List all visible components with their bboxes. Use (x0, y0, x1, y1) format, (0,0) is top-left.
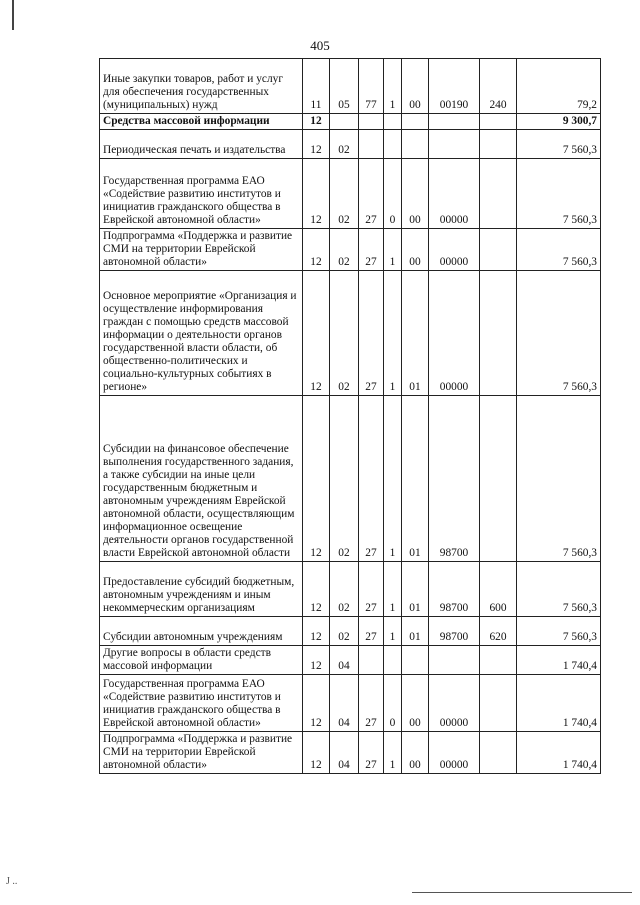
program-code (359, 130, 384, 159)
direction-code: 00000 (429, 675, 480, 732)
direction-code: 00000 (429, 271, 480, 396)
program-code: 27 (359, 732, 384, 774)
section-code: 12 (303, 159, 330, 229)
subsection-code: 04 (330, 732, 359, 774)
amount: 7 560,3 (517, 271, 601, 396)
direction-code: 98700 (429, 562, 480, 617)
program-code: 27 (359, 271, 384, 396)
subprogram-code (384, 114, 402, 130)
subsection-code: 02 (330, 396, 359, 562)
section-code: 12 (303, 646, 330, 675)
row-name: Предоставление субсидий бюджетным, автономным учреждениям и иным некоммерческим организациям (100, 562, 303, 617)
direction-code: 98700 (429, 396, 480, 562)
program-code: 27 (359, 562, 384, 617)
activity-code: 00 (402, 159, 429, 229)
row-name: Государственная программа ЕАО «Содействие развитию институтов и инициатив гражданского общества в Еврейской автономной области» (100, 675, 303, 732)
table-row (100, 646, 601, 675)
program-code: 27 (359, 159, 384, 229)
table-row (100, 229, 601, 271)
activity-code: 00 (402, 59, 429, 114)
expense-type-code: 620 (480, 617, 517, 646)
amount: 7 560,3 (517, 159, 601, 229)
table-row (100, 159, 601, 229)
subprogram-code: 1 (384, 732, 402, 774)
amount: 1 740,4 (517, 646, 601, 675)
amount: 7 560,3 (517, 562, 601, 617)
section-code: 12 (303, 562, 330, 617)
expense-type-code (480, 675, 517, 732)
amount: 1 740,4 (517, 732, 601, 774)
direction-code: 00190 (429, 59, 480, 114)
activity-code: 00 (402, 732, 429, 774)
activity-code: 01 (402, 617, 429, 646)
table-row (100, 732, 601, 774)
program-code: 27 (359, 229, 384, 271)
subsection-code: 02 (330, 130, 359, 159)
section-code: 12 (303, 617, 330, 646)
page-number: 405 (310, 38, 330, 53)
section-code: 12 (303, 271, 330, 396)
subprogram-code: 1 (384, 396, 402, 562)
program-code (359, 114, 384, 130)
table-row (100, 59, 601, 114)
activity-code: 00 (402, 675, 429, 732)
expense-type-code (480, 732, 517, 774)
section-code: 12 (303, 130, 330, 159)
activity-code (402, 130, 429, 159)
row-name: Иные закупки товаров, работ и услуг для обеспечения государственных (муниципальных) нужд (100, 59, 303, 114)
table-row (100, 271, 601, 396)
program-code: 27 (359, 396, 384, 562)
program-code: 27 (359, 675, 384, 732)
expense-type-code (480, 159, 517, 229)
section-code: 12 (303, 229, 330, 271)
margin-rule (12, 0, 14, 30)
subprogram-code (384, 130, 402, 159)
table-body (100, 59, 601, 774)
direction-code: 00000 (429, 732, 480, 774)
amount: 7 560,3 (517, 396, 601, 562)
row-name: Государственная программа ЕАО «Содействие развитию институтов и инициатив гражданского общества в Еврейской автономной области» (100, 159, 303, 229)
expense-type-code (480, 396, 517, 562)
direction-code (429, 646, 480, 675)
subsection-code: 02 (330, 617, 359, 646)
row-name: Подпрограмма «Поддержка и развитие СМИ на территории Еврейской автономной области» (100, 732, 303, 774)
row-name: Субсидии автономным учреждениям (100, 617, 303, 646)
subsection-code: 02 (330, 271, 359, 396)
amount: 9 300,7 (517, 114, 601, 130)
program-code: 27 (359, 617, 384, 646)
subprogram-code: 1 (384, 617, 402, 646)
direction-code: 00000 (429, 159, 480, 229)
section-code: 12 (303, 675, 330, 732)
direction-code: 98700 (429, 617, 480, 646)
table-row (100, 562, 601, 617)
amount: 7 560,3 (517, 617, 601, 646)
subprogram-code: 1 (384, 229, 402, 271)
budget-table (99, 58, 601, 774)
amount: 1 740,4 (517, 675, 601, 732)
subprogram-code: 1 (384, 271, 402, 396)
expense-type-code: 600 (480, 562, 517, 617)
margin-mark: J .. (6, 876, 18, 887)
amount: 7 560,3 (517, 130, 601, 159)
subsection-code (330, 114, 359, 130)
program-code (359, 646, 384, 675)
row-name: Основное мероприятие «Организация и осуществление информирования граждан с помощью средств массовой информации о деятельности органов государственной власти области, об общественно-политических и социально-культурных событиях в регионе» (100, 271, 303, 396)
subsection-code: 04 (330, 675, 359, 732)
row-name: Субсидии на финансовое обеспечение выполнения государственного задания, а также субсидии на иные цели государственным бюджетным и автономным учреждениям Еврейской автономной области, осуществляющим информационное освещение деятельности органов государственной власти Еврейской автономной области (100, 396, 303, 562)
row-name: Средства массовой информации (100, 114, 303, 130)
subprogram-code (384, 646, 402, 675)
expense-type-code (480, 646, 517, 675)
table-row (100, 396, 601, 562)
subsection-code: 02 (330, 229, 359, 271)
amount: 79,2 (517, 59, 601, 114)
row-name: Периодическая печать и издательства (100, 130, 303, 159)
section-code: 12 (303, 114, 330, 130)
subprogram-code: 1 (384, 562, 402, 617)
row-name: Подпрограмма «Поддержка и развитие СМИ на территории Еврейской автономной области» (100, 229, 303, 271)
subprogram-code: 1 (384, 59, 402, 114)
subsection-code: 02 (330, 562, 359, 617)
activity-code: 01 (402, 271, 429, 396)
row-name: Другие вопросы в области средств массовой информации (100, 646, 303, 675)
table-row (100, 130, 601, 159)
program-code: 77 (359, 59, 384, 114)
expense-type-code (480, 271, 517, 396)
section-code: 12 (303, 396, 330, 562)
activity-code: 01 (402, 562, 429, 617)
activity-code: 00 (402, 229, 429, 271)
subprogram-code: 0 (384, 159, 402, 229)
section-code: 12 (303, 732, 330, 774)
subprogram-code: 0 (384, 675, 402, 732)
direction-code: 00000 (429, 229, 480, 271)
subsection-code: 02 (330, 159, 359, 229)
direction-code (429, 130, 480, 159)
bottom-rule (412, 892, 632, 893)
activity-code (402, 114, 429, 130)
subsection-code: 04 (330, 646, 359, 675)
subsection-code: 05 (330, 59, 359, 114)
expense-type-code: 240 (480, 59, 517, 114)
expense-type-code (480, 130, 517, 159)
direction-code (429, 114, 480, 130)
section-code: 11 (303, 59, 330, 114)
table-row (100, 675, 601, 732)
expense-type-code (480, 114, 517, 130)
amount: 7 560,3 (517, 229, 601, 271)
activity-code (402, 646, 429, 675)
table-row (100, 617, 601, 646)
activity-code: 01 (402, 396, 429, 562)
table-row (100, 114, 601, 130)
expense-type-code (480, 229, 517, 271)
